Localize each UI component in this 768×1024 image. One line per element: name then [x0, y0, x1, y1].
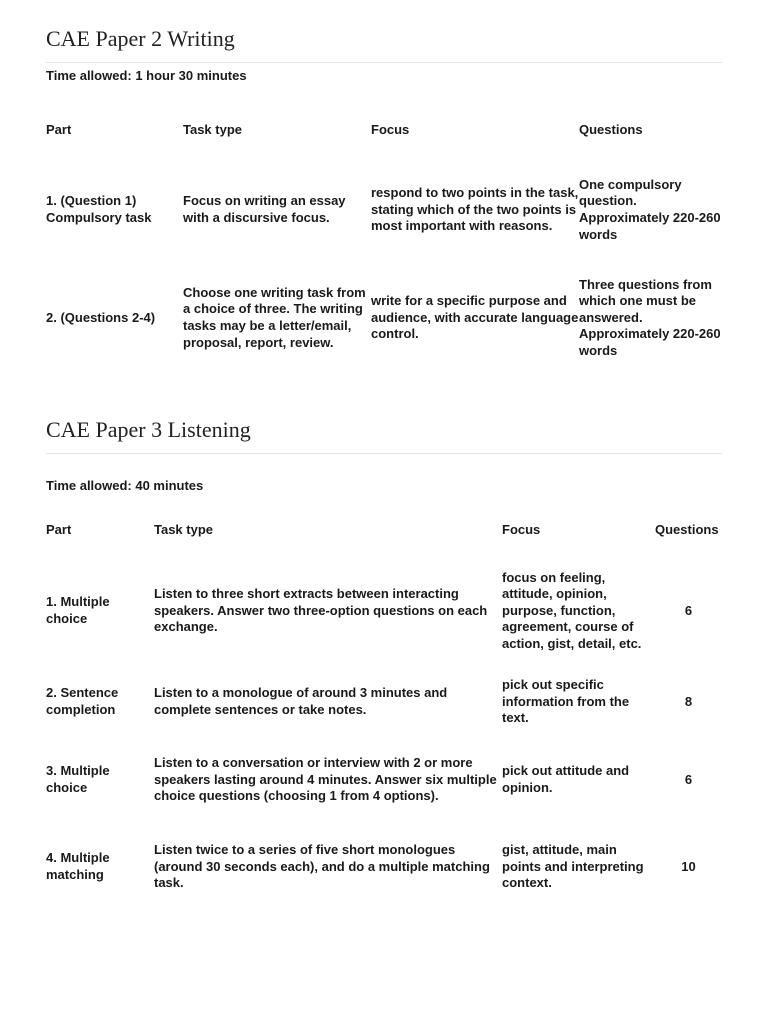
header-focus: Focus [502, 521, 541, 537]
cell-questions: 10 [681, 858, 696, 874]
header-task-type: Task type [183, 121, 243, 137]
paper2-divider [46, 62, 722, 63]
paper2-section-header [46, 26, 722, 63]
cell-questions: 6 [684, 602, 693, 618]
cell-focus: respond to two points in the task, stating which of the two points is most important with reasons. [371, 185, 579, 234]
table-row [46, 272, 722, 364]
header-questions: Questions [655, 521, 719, 537]
paper2-time-allowed: Time allowed: 1 hour 30 minutes [46, 68, 247, 83]
paper3-table [46, 506, 722, 910]
cell-task-type: Listen to a conversation or interview with 2 or more speakers lasting around 4 minutes. Answer six multiple choice questions (choosing 1 from 4 options). [154, 755, 497, 804]
paper3-title: CAE Paper 3 Listening [46, 417, 251, 442]
cell-focus: gist, attitude, main points and interpreting context. [502, 842, 644, 891]
cell-task-type: Choose one writing task from a choice of three. The writing tasks may be a letter/email, proposal, report, review. [183, 284, 366, 350]
table-header-row [46, 506, 722, 554]
paper3-time-allowed: Time allowed: 40 minutes [46, 478, 204, 493]
cell-questions: 6 [684, 771, 693, 787]
cell-task-type: Listen to three short extracts between interacting speakers. Answer two three-option questions on each exchange. [154, 586, 488, 635]
cell-focus: pick out attitude and opinion. [502, 763, 630, 795]
cell-questions: 8 [684, 693, 693, 709]
cell-part: 1. (Question 1) Compulsory task [46, 193, 152, 225]
header-task-type: Task type [154, 521, 214, 537]
cell-focus: write for a specific purpose and audience, with accurate language control. [371, 293, 579, 342]
cell-part: 2. Sentence completion [46, 685, 119, 717]
table-row [46, 824, 722, 910]
paper2-table [46, 112, 722, 364]
cell-part: 4. Multiple matching [46, 850, 110, 882]
header-part: Part [46, 121, 72, 137]
paper3-divider [46, 453, 722, 454]
cell-focus: focus on feeling, attitude, opinion, purpose, function, agreement, course of action, gist, detail, etc. [502, 569, 642, 651]
cell-task-type: Listen twice to a series of five short monologues (around 30 seconds each), and do a multiple matching task. [154, 842, 490, 891]
cell-part: 3. Multiple choice [46, 763, 110, 795]
cell-focus: pick out specific information from the text. [502, 677, 630, 726]
table-row [46, 668, 722, 736]
table-row [46, 736, 722, 824]
paper3-section-header [46, 417, 722, 454]
table-row [46, 148, 722, 272]
cell-task-type: Focus on writing an essay with a discursive focus. [183, 193, 346, 225]
cell-part: 2. (Questions 2-4) [46, 309, 156, 325]
header-part: Part [46, 521, 72, 537]
cell-part: 1. Multiple choice [46, 594, 110, 626]
cell-questions: Three questions from which one must be answered. Approximately 220-260 words [579, 276, 721, 358]
cell-task-type: Listen to a monologue of around 3 minutes and complete sentences or take notes. [154, 685, 448, 717]
table-row [46, 554, 722, 668]
header-focus: Focus [371, 121, 410, 137]
paper2-title: CAE Paper 2 Writing [46, 26, 235, 51]
cell-questions: One compulsory question. Approximately 220-260 words [579, 176, 721, 242]
header-questions: Questions [579, 121, 643, 137]
table-header-row [46, 112, 722, 148]
